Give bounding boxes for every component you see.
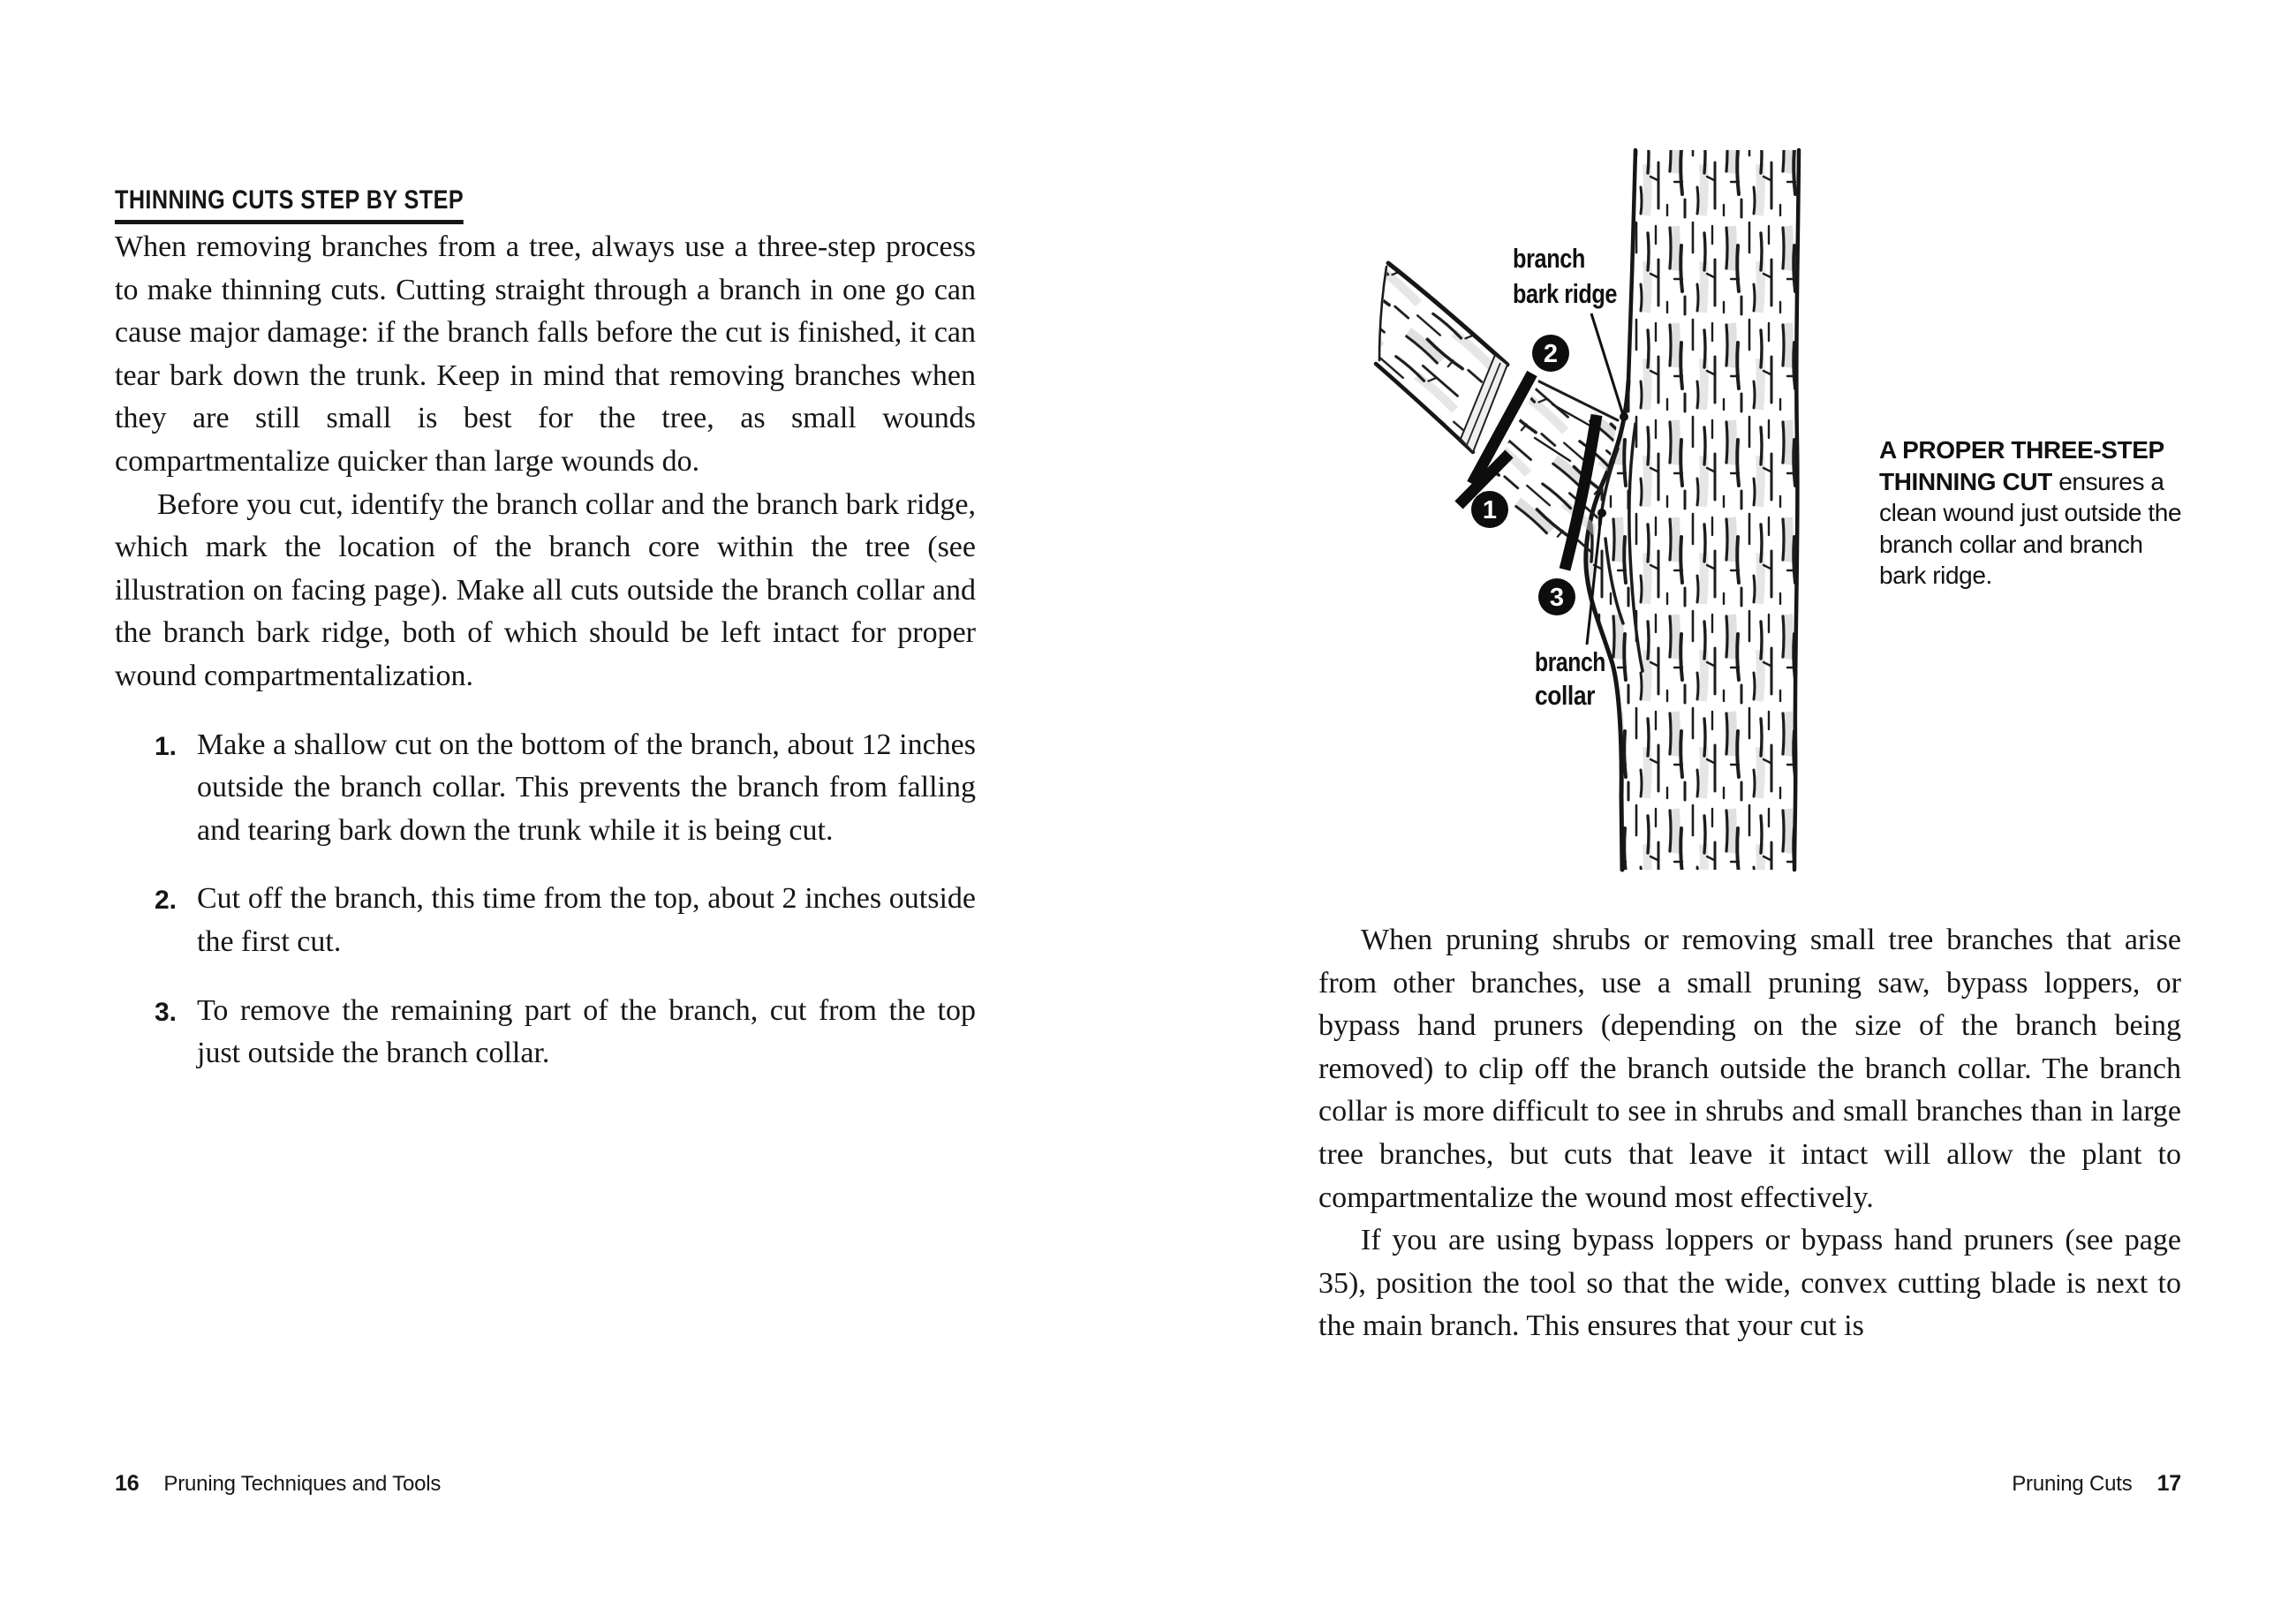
list-item-number: 2. (155, 886, 177, 916)
list-item-number: 3. (155, 997, 177, 1027)
step-marker-1-number: 1 (1482, 496, 1498, 524)
left-page-footer (115, 1471, 441, 1497)
step-marker-3-number: 3 (1549, 584, 1565, 612)
list-item-text: To remove the remaining part of the branch, cut from the top just outside the branch collar. (197, 993, 976, 1070)
list-item-text: Cut off the branch, this time from the top, about 2 inches outside the first cut. (197, 882, 976, 958)
running-header-title: Pruning Cuts (2012, 1472, 2133, 1496)
section-heading: THINNING CUTS STEP BY STEP (115, 187, 464, 224)
list-item (115, 878, 976, 963)
paragraph: When removing branches from a tree, always use a three-step process to make thinning cuts. Cutting straight through a branch in one go can cause major damage: if the branch falls before the cut is finished, it can tear bark down the trunk. Keep in mind that removing branches when they are still small is best for the tree, as small wounds compartmentalize quicker than large wounds do. (115, 230, 976, 478)
list-item (115, 990, 976, 1075)
right-page-body (1318, 919, 2181, 1348)
right-page-footer (1766, 1471, 2181, 1497)
figure-caption-text: ensures a clean wound just outside the branch collar and branch bark ridge. (1879, 467, 2182, 589)
running-header-title: Pruning Techniques and Tools (163, 1472, 442, 1496)
label-branch-collar-line2: collar (1535, 680, 1596, 711)
step-marker-1 (1471, 491, 1508, 528)
list-item (115, 724, 976, 853)
bark-ridge-leader-line (1591, 313, 1628, 421)
left-page-body (115, 226, 976, 1075)
severed-branch-piece (1376, 263, 1507, 452)
page-number: 16 (115, 1471, 140, 1496)
numbered-step-list (115, 724, 976, 1075)
page-number: 17 (2156, 1471, 2181, 1496)
list-item-text: Make a shallow cut on the bottom of the branch, about 12 inches outside the branch collar. This prevents the branch from falling and tearing bark down the trunk while it is being cut. (197, 728, 976, 847)
step-marker-2-number: 2 (1543, 340, 1559, 368)
label-branch-bark-ridge-line1: branch (1513, 243, 1585, 274)
paragraph: When pruning shrubs or removing small tree branches that arise from other branches, use a small pruning saw, bypass loppers, or bypass hand pruners (depending on the size of the branch being removed) to clip off the branch outside the branch collar. The branch collar is more difficult to see in shrubs and small branches than in large tree branches, but cuts that leave it intact will allow the plant to compartmentalize the wound most effectively. (1318, 924, 2181, 1214)
tree-trunk (1586, 150, 1799, 870)
step-marker-2 (1532, 335, 1569, 372)
paragraph: If you are using bypass loppers or bypass hand pruners (see page 35), position the tool so that the wide, convex cutting blade is next to the main branch. This ensures that your cut is (1318, 1224, 2181, 1343)
paragraph: Before you cut, identify the branch collar and the branch bark ridge, which mark the location of the branch core within the tree (see illustration on facing page). Make all cuts outside the branch collar and the branch bark ridge, both of which should be left intact for proper wound compartmentalization. (115, 487, 976, 692)
label-branch-collar-line1: branch (1535, 646, 1605, 677)
step-marker-3 (1538, 578, 1575, 615)
label-branch-bark-ridge-line2: bark ridge (1513, 278, 1618, 309)
figure-caption-lead: A PROPER THREE-STEP THINNING CUT (1879, 436, 2164, 495)
figure-caption (1879, 434, 2184, 592)
list-item-number: 1. (155, 731, 177, 761)
thinning-cut-illustration (1325, 124, 1943, 901)
